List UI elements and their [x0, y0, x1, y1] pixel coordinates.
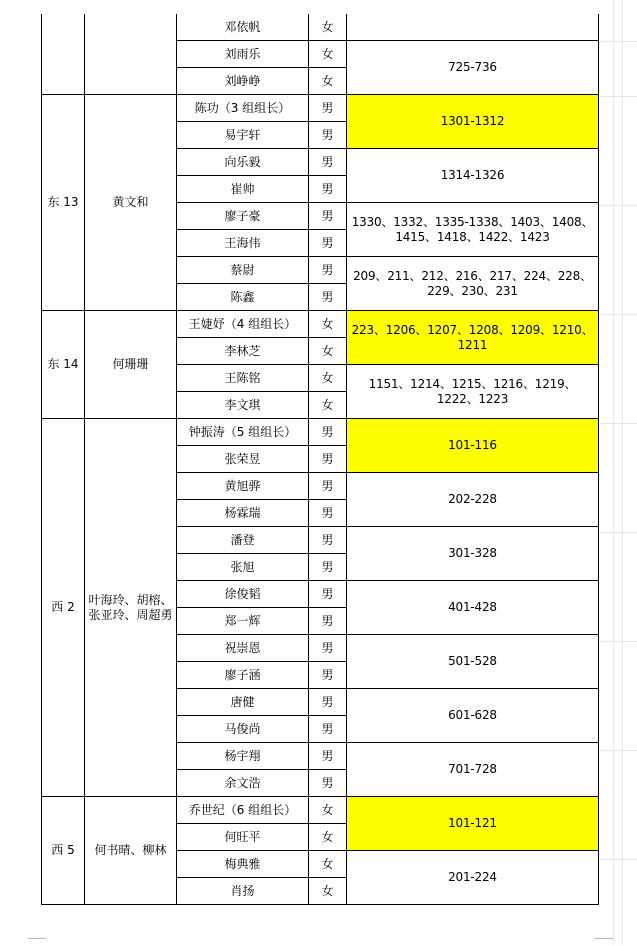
member-gender-cell[interactable]: 男 [309, 770, 347, 797]
member-name-cell[interactable]: 向乐毅 [177, 149, 309, 176]
sheet-gridline [622, 0, 623, 945]
rooms-cell[interactable]: 501-528 [347, 635, 599, 689]
member-name-cell[interactable]: 何旺平 [177, 824, 309, 851]
member-gender-cell[interactable]: 男 [309, 257, 347, 284]
member-gender-cell[interactable]: 男 [309, 662, 347, 689]
rooms-cell[interactable]: 1314-1326 [347, 149, 599, 203]
member-gender-cell[interactable]: 男 [309, 635, 347, 662]
member-gender-cell[interactable]: 男 [309, 527, 347, 554]
member-gender-cell[interactable]: 男 [309, 500, 347, 527]
member-name-cell[interactable]: 王婕妤（4 组组长） [177, 311, 309, 338]
rooms-cell[interactable]: 1330、1332、1335-1338、1403、1408、1415、1418、1422、1423 [347, 203, 599, 257]
member-gender-cell[interactable]: 男 [309, 284, 347, 311]
member-name-cell[interactable]: 廖子豪 [177, 203, 309, 230]
sheet-gridline [601, 41, 637, 42]
supervisor-cell[interactable]: 何书晴、柳林 [85, 797, 177, 905]
sheet-gridline [601, 750, 637, 751]
member-name-cell[interactable]: 钟振涛（5 组组长） [177, 419, 309, 446]
supervisor-cell[interactable]: 何珊珊 [85, 311, 177, 419]
member-gender-cell[interactable]: 女 [309, 851, 347, 878]
supervisor-cell[interactable]: 叶海玲、胡榕、张亚玲、周超勇 [85, 419, 177, 797]
member-gender-cell[interactable]: 男 [309, 122, 347, 149]
member-name-cell[interactable]: 崔帅 [177, 176, 309, 203]
member-name-cell[interactable]: 乔世纪（6 组组长） [177, 797, 309, 824]
member-gender-cell[interactable]: 女 [309, 392, 347, 419]
member-gender-cell[interactable]: 男 [309, 743, 347, 770]
sheet-gridline [601, 641, 637, 642]
member-gender-cell[interactable]: 男 [309, 95, 347, 122]
member-name-cell[interactable]: 蔡尉 [177, 257, 309, 284]
member-name-cell[interactable]: 王海伟 [177, 230, 309, 257]
member-name-cell[interactable]: 刘峥峥 [177, 68, 309, 95]
member-name-cell[interactable]: 李林芝 [177, 338, 309, 365]
member-gender-cell[interactable]: 男 [309, 203, 347, 230]
leader-rooms-cell[interactable]: 1301-1312 [347, 95, 599, 149]
member-gender-cell[interactable]: 男 [309, 473, 347, 500]
table-row [42, 797, 599, 824]
sheet-gridline [601, 423, 637, 424]
area-cell[interactable]: 西 5 [42, 797, 85, 905]
member-name-cell[interactable]: 陈功（3 组组长） [177, 95, 309, 122]
member-name-cell[interactable]: 马俊尚 [177, 716, 309, 743]
member-gender-cell[interactable]: 男 [309, 446, 347, 473]
member-name-cell[interactable]: 唐健 [177, 689, 309, 716]
leader-rooms-cell[interactable]: 101-121 [347, 797, 599, 851]
sheet-gridline [601, 859, 637, 860]
table-row [42, 95, 599, 122]
rooms-cell[interactable]: 1151、1214、1215、1216、1219、1222、1223 [347, 365, 599, 419]
member-gender-cell[interactable]: 女 [309, 311, 347, 338]
member-gender-cell[interactable]: 男 [309, 230, 347, 257]
rooms-cell[interactable]: 601-628 [347, 689, 599, 743]
member-gender-cell[interactable]: 男 [309, 581, 347, 608]
assignment-table [41, 14, 599, 905]
member-gender-cell[interactable]: 男 [309, 689, 347, 716]
leader-rooms-cell[interactable]: 223、1206、1207、1208、1209、1210、1211 [347, 311, 599, 365]
member-name-cell[interactable]: 杨宇翔 [177, 743, 309, 770]
sheet-gridline [613, 0, 614, 945]
member-name-cell[interactable]: 张旭 [177, 554, 309, 581]
table-row [42, 311, 599, 338]
member-gender-cell[interactable]: 男 [309, 176, 347, 203]
sheet-gridline [601, 314, 637, 315]
area-cell[interactable]: 东 14 [42, 311, 85, 419]
rooms-cell[interactable]: 401-428 [347, 581, 599, 635]
member-gender-cell[interactable]: 女 [309, 68, 347, 95]
table-row [42, 419, 599, 446]
leader-rooms-cell[interactable]: 101-116 [347, 419, 599, 473]
rooms-cell[interactable]: 201-224 [347, 851, 599, 905]
area-cell[interactable]: 东 13 [42, 95, 85, 311]
supervisor-cell[interactable]: 黄文和 [85, 95, 177, 311]
member-gender-cell[interactable]: 男 [309, 554, 347, 581]
member-name-cell[interactable]: 徐俊韬 [177, 581, 309, 608]
member-gender-cell[interactable]: 男 [309, 608, 347, 635]
member-name-cell[interactable]: 潘登 [177, 527, 309, 554]
rooms-cell[interactable] [347, 14, 599, 41]
member-name-cell[interactable]: 李文琪 [177, 392, 309, 419]
rooms-cell[interactable]: 209、211、212、216、217、224、228、229、230、231 [347, 257, 599, 311]
member-gender-cell[interactable]: 女 [309, 878, 347, 905]
sheet-gridline [601, 96, 637, 97]
member-name-cell[interactable]: 张荣昱 [177, 446, 309, 473]
member-gender-cell[interactable]: 女 [309, 797, 347, 824]
member-name-cell[interactable]: 刘雨乐 [177, 41, 309, 68]
member-gender-cell[interactable]: 男 [309, 149, 347, 176]
member-gender-cell[interactable]: 女 [309, 14, 347, 41]
area-cell[interactable]: 西 2 [42, 419, 85, 797]
member-name-cell[interactable]: 廖子涵 [177, 662, 309, 689]
rooms-cell[interactable]: 701-728 [347, 743, 599, 797]
area-cell[interactable] [42, 14, 85, 95]
member-name-cell[interactable]: 易宇轩 [177, 122, 309, 149]
member-name-cell[interactable]: 祝崇恩 [177, 635, 309, 662]
member-gender-cell[interactable]: 女 [309, 824, 347, 851]
rooms-cell[interactable]: 725-736 [347, 41, 599, 95]
member-name-cell[interactable]: 王陈铭 [177, 365, 309, 392]
member-name-cell[interactable]: 肖扬 [177, 878, 309, 905]
member-gender-cell[interactable]: 女 [309, 365, 347, 392]
table-row [42, 14, 599, 41]
supervisor-cell[interactable] [85, 14, 177, 95]
member-name-cell[interactable]: 梅典雅 [177, 851, 309, 878]
member-gender-cell[interactable]: 男 [309, 419, 347, 446]
sheet-gridline [601, 205, 637, 206]
assignment-table-body [42, 14, 599, 905]
member-gender-cell[interactable]: 男 [309, 716, 347, 743]
member-name-cell[interactable]: 邓依帆 [177, 14, 309, 41]
rooms-cell[interactable]: 202-228 [347, 473, 599, 527]
member-gender-cell[interactable]: 女 [309, 41, 347, 68]
member-name-cell[interactable]: 余文浩 [177, 770, 309, 797]
member-name-cell[interactable]: 郑一辉 [177, 608, 309, 635]
member-name-cell[interactable]: 黄旭骅 [177, 473, 309, 500]
member-gender-cell[interactable]: 女 [309, 338, 347, 365]
member-name-cell[interactable]: 陈鑫 [177, 284, 309, 311]
member-name-cell[interactable]: 杨霖瑞 [177, 500, 309, 527]
sheet-gridline [601, 532, 637, 533]
rooms-cell[interactable]: 301-328 [347, 527, 599, 581]
